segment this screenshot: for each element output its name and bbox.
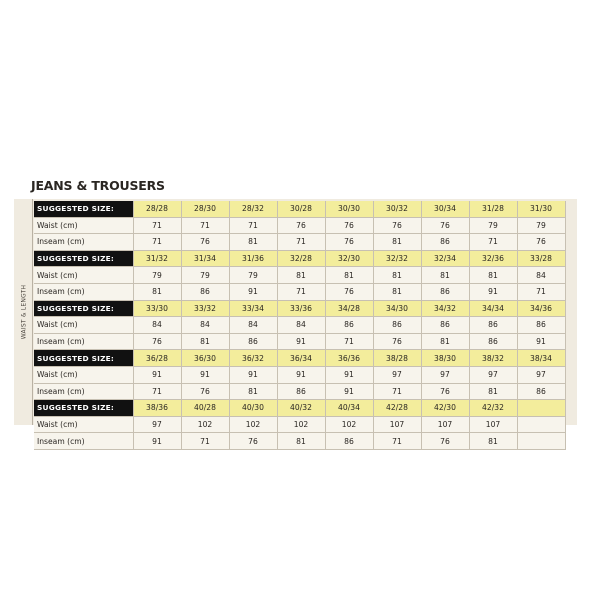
waist-cell: 107 bbox=[421, 416, 469, 433]
waist-row bbox=[34, 317, 565, 334]
inseam-cell: 91 bbox=[325, 383, 373, 400]
waist-cell: 107 bbox=[469, 416, 517, 433]
inseam-cell: 71 bbox=[181, 433, 229, 450]
waist-cell: 76 bbox=[325, 217, 373, 234]
side-label: WAIST & LENGTH bbox=[20, 284, 28, 340]
waist-cell: 107 bbox=[373, 416, 421, 433]
waist-row-label: Waist (cm) bbox=[34, 366, 133, 383]
waist-cell: 91 bbox=[229, 366, 277, 383]
inseam-row-label: Inseam (cm) bbox=[34, 433, 133, 450]
size-cell: 30/32 bbox=[373, 201, 421, 217]
size-cell: 28/28 bbox=[133, 201, 181, 217]
waist-cell: 76 bbox=[421, 217, 469, 234]
waist-cell: 97 bbox=[421, 366, 469, 383]
suggested-size-row bbox=[34, 350, 565, 367]
size-cell: 40/28 bbox=[181, 400, 229, 417]
waist-cell: 71 bbox=[181, 217, 229, 234]
inseam-cell: 86 bbox=[421, 283, 469, 300]
size-cell: 34/36 bbox=[517, 300, 565, 317]
waist-cell: 81 bbox=[373, 267, 421, 284]
waist-cell: 81 bbox=[325, 267, 373, 284]
waist-cell: 97 bbox=[517, 366, 565, 383]
waist-cell: 79 bbox=[469, 217, 517, 234]
inseam-cell: 86 bbox=[277, 383, 325, 400]
inseam-cell: 76 bbox=[421, 433, 469, 450]
waist-cell: 84 bbox=[133, 317, 181, 334]
inseam-cell: 86 bbox=[229, 333, 277, 350]
waist-cell: 91 bbox=[181, 366, 229, 383]
waist-cell: 79 bbox=[181, 267, 229, 284]
waist-cell: 81 bbox=[469, 267, 517, 284]
inseam-cell: 86 bbox=[325, 433, 373, 450]
waist-cell: 84 bbox=[181, 317, 229, 334]
suggested-size-row-label: SUGGESTED SIZE: bbox=[34, 201, 133, 217]
inseam-cell: 81 bbox=[373, 283, 421, 300]
inseam-cell: 76 bbox=[517, 234, 565, 251]
waist-cell: 76 bbox=[373, 217, 421, 234]
size-cell: 33/32 bbox=[181, 300, 229, 317]
inseam-cell: 71 bbox=[325, 333, 373, 350]
inseam-cell: 71 bbox=[133, 383, 181, 400]
size-cell: 42/28 bbox=[373, 400, 421, 417]
size-cell: 31/32 bbox=[133, 250, 181, 267]
waist-row bbox=[34, 217, 565, 234]
waist-row bbox=[34, 267, 565, 284]
waist-cell: 91 bbox=[325, 366, 373, 383]
size-cell: 36/36 bbox=[325, 350, 373, 367]
size-cell: 38/28 bbox=[373, 350, 421, 367]
inseam-cell: 71 bbox=[469, 234, 517, 251]
inseam-cell: 81 bbox=[277, 433, 325, 450]
inseam-cell: 86 bbox=[469, 333, 517, 350]
size-cell: 33/28 bbox=[517, 250, 565, 267]
inseam-cell: 71 bbox=[133, 234, 181, 251]
size-cell: 38/32 bbox=[469, 350, 517, 367]
size-cell: 28/30 bbox=[181, 201, 229, 217]
size-cell: 33/34 bbox=[229, 300, 277, 317]
inseam-cell: 71 bbox=[373, 433, 421, 450]
waist-cell: 76 bbox=[277, 217, 325, 234]
size-cell: 31/34 bbox=[181, 250, 229, 267]
size-cell: 34/32 bbox=[421, 300, 469, 317]
inseam-cell: 76 bbox=[421, 383, 469, 400]
inseam-cell: 81 bbox=[421, 333, 469, 350]
waist-cell: 97 bbox=[373, 366, 421, 383]
inseam-cell: 76 bbox=[325, 283, 373, 300]
inseam-cell: 76 bbox=[373, 333, 421, 350]
size-cell: 40/32 bbox=[277, 400, 325, 417]
waist-cell: 84 bbox=[229, 317, 277, 334]
waist-cell: 79 bbox=[229, 267, 277, 284]
inseam-cell: 81 bbox=[469, 383, 517, 400]
size-cell: 36/34 bbox=[277, 350, 325, 367]
inseam-row bbox=[34, 433, 565, 450]
inseam-row-label: Inseam (cm) bbox=[34, 333, 133, 350]
suggested-size-row bbox=[34, 300, 565, 317]
inseam-row-label: Inseam (cm) bbox=[34, 383, 133, 400]
inseam-cell: 91 bbox=[277, 333, 325, 350]
empty-cell bbox=[517, 433, 565, 450]
waist-cell: 79 bbox=[517, 217, 565, 234]
inseam-cell: 76 bbox=[133, 333, 181, 350]
waist-cell: 86 bbox=[469, 317, 517, 334]
inseam-cell: 81 bbox=[181, 333, 229, 350]
size-cell: 31/28 bbox=[469, 201, 517, 217]
size-cell: 34/34 bbox=[469, 300, 517, 317]
waist-cell: 102 bbox=[325, 416, 373, 433]
inseam-cell: 81 bbox=[229, 383, 277, 400]
size-cell: 33/36 bbox=[277, 300, 325, 317]
waist-cell: 97 bbox=[469, 366, 517, 383]
size-cell: 30/30 bbox=[325, 201, 373, 217]
waist-cell: 102 bbox=[181, 416, 229, 433]
size-cell: 32/28 bbox=[277, 250, 325, 267]
waist-row-label: Waist (cm) bbox=[34, 267, 133, 284]
waist-cell: 86 bbox=[373, 317, 421, 334]
inseam-cell: 91 bbox=[133, 433, 181, 450]
waist-cell: 86 bbox=[325, 317, 373, 334]
inseam-cell: 86 bbox=[517, 383, 565, 400]
size-cell: 36/28 bbox=[133, 350, 181, 367]
inseam-cell: 71 bbox=[277, 283, 325, 300]
inseam-cell: 76 bbox=[229, 433, 277, 450]
suggested-size-row bbox=[34, 201, 565, 217]
waist-cell: 86 bbox=[517, 317, 565, 334]
waist-cell: 84 bbox=[517, 267, 565, 284]
waist-row-label: Waist (cm) bbox=[34, 317, 133, 334]
suggested-size-row bbox=[34, 250, 565, 267]
size-cell: 40/30 bbox=[229, 400, 277, 417]
size-chart-table bbox=[34, 201, 566, 450]
size-cell: 32/34 bbox=[421, 250, 469, 267]
inseam-cell: 86 bbox=[421, 234, 469, 251]
inseam-cell: 91 bbox=[469, 283, 517, 300]
inseam-row bbox=[34, 283, 565, 300]
inseam-cell: 81 bbox=[469, 433, 517, 450]
size-cell: 34/30 bbox=[373, 300, 421, 317]
inseam-cell: 91 bbox=[229, 283, 277, 300]
waist-cell: 79 bbox=[133, 267, 181, 284]
size-cell: 32/32 bbox=[373, 250, 421, 267]
inseam-cell: 76 bbox=[325, 234, 373, 251]
inseam-cell: 81 bbox=[373, 234, 421, 251]
size-cell: 31/36 bbox=[229, 250, 277, 267]
inseam-row bbox=[34, 383, 565, 400]
size-cell: 36/32 bbox=[229, 350, 277, 367]
waist-cell: 102 bbox=[229, 416, 277, 433]
inseam-row-label: Inseam (cm) bbox=[34, 234, 133, 251]
waist-row-label: Waist (cm) bbox=[34, 416, 133, 433]
inseam-cell: 81 bbox=[133, 283, 181, 300]
waist-row bbox=[34, 416, 565, 433]
waist-cell: 91 bbox=[277, 366, 325, 383]
size-cell: 30/28 bbox=[277, 201, 325, 217]
size-cell: 32/36 bbox=[469, 250, 517, 267]
size-cell: 30/34 bbox=[421, 201, 469, 217]
waist-cell: 81 bbox=[277, 267, 325, 284]
waist-cell: 71 bbox=[133, 217, 181, 234]
inseam-cell: 71 bbox=[373, 383, 421, 400]
empty-cell bbox=[517, 400, 565, 417]
size-cell: 28/32 bbox=[229, 201, 277, 217]
size-cell: 34/28 bbox=[325, 300, 373, 317]
inseam-cell: 81 bbox=[229, 234, 277, 251]
size-cell: 36/30 bbox=[181, 350, 229, 367]
size-cell: 42/32 bbox=[469, 400, 517, 417]
waist-row-label: Waist (cm) bbox=[34, 217, 133, 234]
inseam-cell: 91 bbox=[517, 333, 565, 350]
inseam-row-label: Inseam (cm) bbox=[34, 283, 133, 300]
size-cell: 38/30 bbox=[421, 350, 469, 367]
waist-cell: 91 bbox=[133, 366, 181, 383]
size-cell: 38/34 bbox=[517, 350, 565, 367]
waist-cell: 86 bbox=[421, 317, 469, 334]
inseam-cell: 71 bbox=[277, 234, 325, 251]
suggested-size-row bbox=[34, 400, 565, 417]
suggested-size-row-label: SUGGESTED SIZE: bbox=[34, 350, 133, 367]
suggested-size-row-label: SUGGESTED SIZE: bbox=[34, 300, 133, 317]
size-cell: 32/30 bbox=[325, 250, 373, 267]
suggested-size-row-label: SUGGESTED SIZE: bbox=[34, 250, 133, 267]
empty-cell bbox=[517, 416, 565, 433]
size-chart-body bbox=[34, 201, 565, 449]
size-cell: 40/34 bbox=[325, 400, 373, 417]
inseam-cell: 71 bbox=[517, 283, 565, 300]
inseam-row bbox=[34, 234, 565, 251]
size-cell: 38/36 bbox=[133, 400, 181, 417]
waist-cell: 102 bbox=[277, 416, 325, 433]
inseam-cell: 76 bbox=[181, 383, 229, 400]
waist-cell: 81 bbox=[421, 267, 469, 284]
size-cell: 31/30 bbox=[517, 201, 565, 217]
inseam-cell: 76 bbox=[181, 234, 229, 251]
waist-cell: 84 bbox=[277, 317, 325, 334]
waist-row bbox=[34, 366, 565, 383]
waist-cell: 97 bbox=[133, 416, 181, 433]
chart-title: JEANS & TROUSERS bbox=[31, 178, 165, 193]
inseam-row bbox=[34, 333, 565, 350]
waist-cell: 71 bbox=[229, 217, 277, 234]
suggested-size-row-label: SUGGESTED SIZE: bbox=[34, 400, 133, 417]
inseam-cell: 86 bbox=[181, 283, 229, 300]
size-cell: 33/30 bbox=[133, 300, 181, 317]
size-cell: 42/30 bbox=[421, 400, 469, 417]
